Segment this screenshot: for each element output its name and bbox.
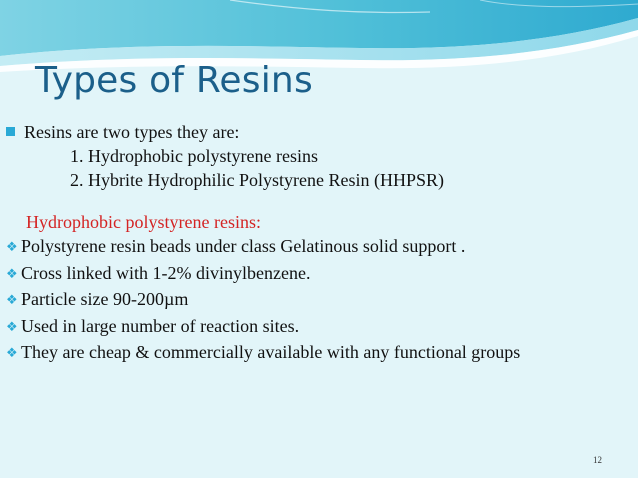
list-item-text: Particle size 90-200µm <box>21 289 189 309</box>
intro-bullet <box>6 120 239 144</box>
section-heading: Hydrophobic polystyrene resins: <box>26 212 261 232</box>
list-item <box>6 287 520 314</box>
points-list <box>6 234 520 367</box>
list-item-text: Used in large number of reaction sites. <box>21 315 300 336</box>
square-bullet-icon <box>6 127 15 136</box>
diamond-bullet-icon: ❖ <box>6 319 18 335</box>
list-item <box>6 314 520 341</box>
list-item-text: Polystyrene resin beads under class Gelatinous solid support . <box>21 236 466 256</box>
diamond-bullet-icon: ❖ <box>6 240 18 255</box>
slide-title: Types of Resins <box>35 60 313 101</box>
list-item <box>6 234 520 261</box>
list-item <box>6 340 520 367</box>
resin-type-item: 2. Hybrite Hydrophilic Polystyrene Resin (HHPSR) <box>70 170 444 190</box>
resin-type-item: 1. Hydrophobic polystyrene resins <box>70 146 318 166</box>
diamond-bullet-icon: ❖ <box>6 346 18 361</box>
resin-types-list <box>70 144 444 192</box>
list-item-text: Cross linked with 1-2% divinylbenzene. <box>21 262 311 283</box>
list-item-text: They are cheap & commercially available with any functional groups <box>21 342 521 362</box>
intro-text: Resins are two types they are: <box>24 122 240 142</box>
page-number: 12 <box>593 455 602 465</box>
list-item <box>6 261 520 288</box>
diamond-bullet-icon: ❖ <box>6 266 18 282</box>
diamond-bullet-icon: ❖ <box>6 293 18 308</box>
